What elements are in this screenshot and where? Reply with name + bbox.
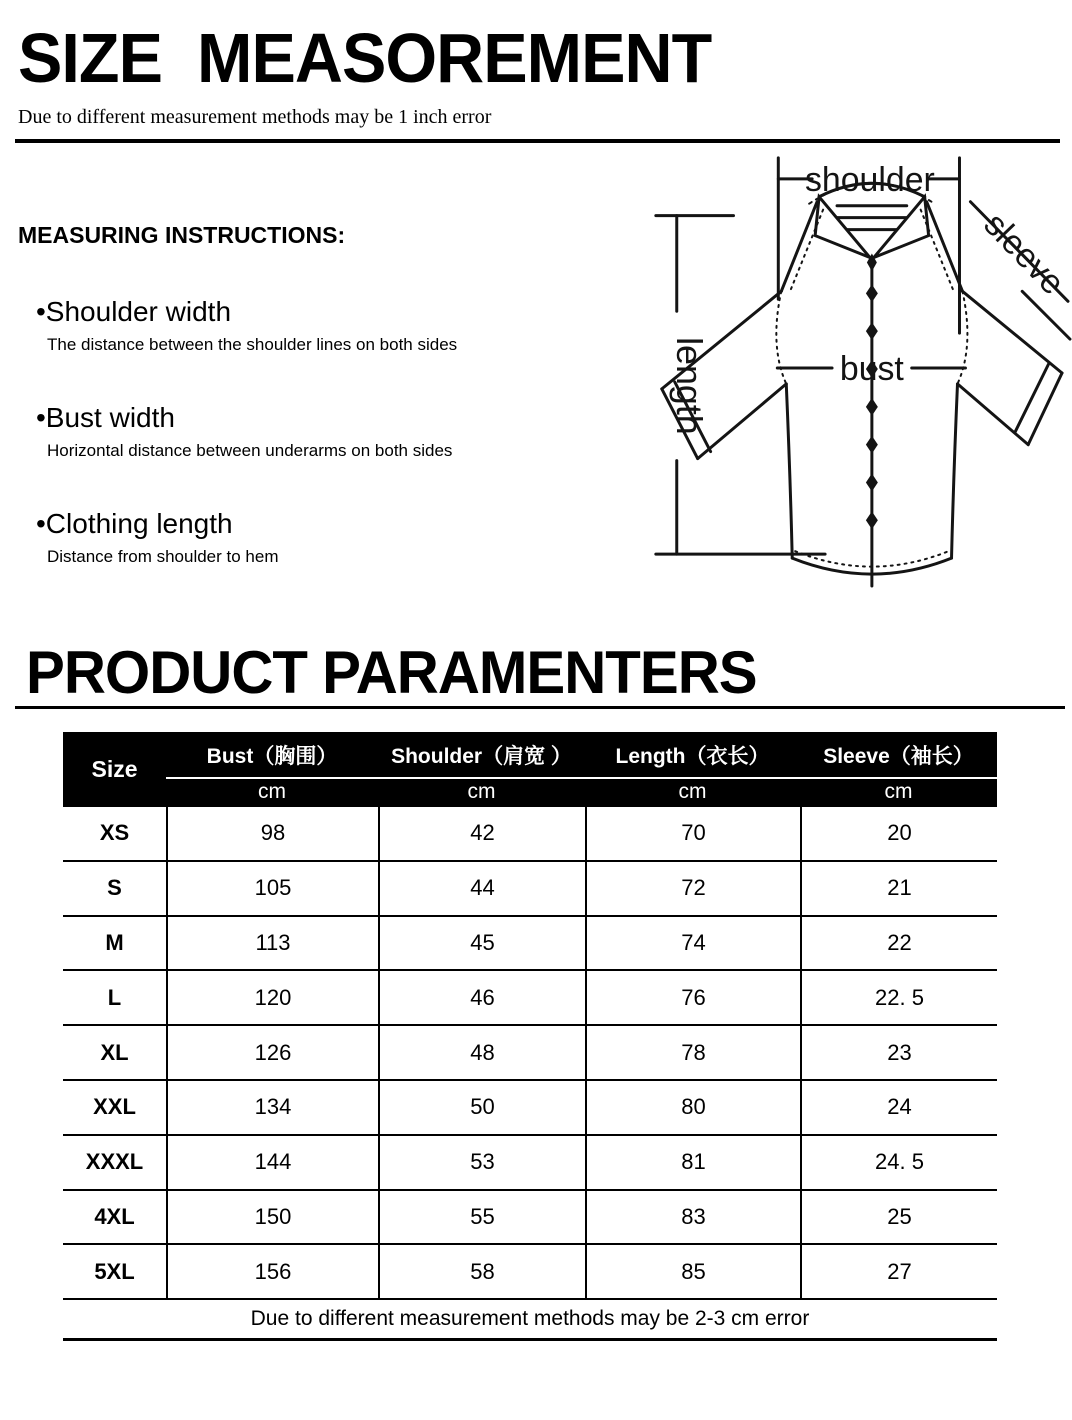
row-value: 85 [585, 1245, 800, 1298]
instruction-term: •Clothing length [36, 508, 233, 539]
row-value: 22 [800, 917, 997, 970]
row-value: 76 [585, 971, 800, 1024]
row-value: 53 [378, 1136, 585, 1189]
row-value: 105 [166, 862, 378, 915]
row-value: 98 [166, 807, 378, 860]
row-value: 72 [585, 862, 800, 915]
shirt-measurement-diagram [618, 142, 1072, 590]
column-header-length: Length（衣长） [615, 744, 770, 768]
instruction-term: •Bust width [36, 402, 175, 433]
row-size-label: XXL [93, 1094, 136, 1120]
row-size-label: XS [99, 820, 130, 846]
row-size-label: 5XL [94, 1258, 135, 1284]
row-value: 134 [166, 1081, 378, 1134]
table-footnote: Due to different measurement methods may be 2-3 cm error [63, 1300, 997, 1341]
length-label: length [668, 337, 709, 435]
row-value: 120 [166, 971, 378, 1024]
instruction-term: •Shoulder width [36, 296, 232, 327]
row-value: 74 [585, 917, 800, 970]
row-value: 22. 5 [800, 971, 997, 1024]
table-row [63, 917, 997, 972]
shoulder-label: shoulder [805, 160, 935, 199]
instruction-clothing-length [36, 508, 279, 567]
instruction-desc: Distance from shoulder to hem [47, 547, 279, 566]
page-title: SIZE MEASOREMENT [18, 19, 712, 97]
page-subtitle: Due to different measurement methods may be 1 inch error [18, 106, 492, 128]
instruction-shoulder-width [36, 296, 457, 355]
row-value: 48 [378, 1026, 585, 1079]
table-row [63, 1026, 997, 1081]
row-value: 23 [800, 1026, 997, 1079]
unit-cell: cm [884, 780, 913, 803]
row-value: 58 [378, 1245, 585, 1298]
table-row [63, 1245, 997, 1300]
row-value: 70 [585, 807, 800, 860]
table-row [63, 1081, 997, 1136]
row-size-label: L [107, 984, 122, 1010]
row-value: 25 [800, 1191, 997, 1244]
table-body [63, 807, 997, 1300]
table-header [63, 732, 997, 807]
row-size-label: XL [100, 1039, 129, 1065]
row-value: 156 [166, 1245, 378, 1298]
row-value: 55 [378, 1191, 585, 1244]
instruction-bust-width [36, 402, 452, 461]
row-value: 50 [378, 1081, 585, 1134]
table-row [63, 807, 997, 862]
column-header-bust: Bust（胸围） [206, 744, 338, 768]
table-row [63, 1136, 997, 1191]
size-table [63, 732, 997, 1341]
row-size-label: XXXL [85, 1149, 144, 1175]
parameters-title: PRODUCT PARAMENTERS [26, 639, 757, 706]
row-size-label: S [107, 875, 122, 901]
row-value: 45 [378, 917, 585, 970]
units-row [166, 779, 997, 805]
table-row [63, 971, 997, 1026]
column-labels-row [166, 732, 997, 777]
unit-cell: cm [678, 780, 707, 803]
instruction-desc: Horizontal distance between underarms on both sides [47, 441, 453, 460]
instructions-heading: MEASURING INSTRUCTIONS: [18, 222, 346, 248]
unit-cell: cm [467, 780, 496, 803]
parameters-divider [15, 706, 1065, 709]
row-value: 126 [166, 1026, 378, 1079]
column-header-shoulder: Shoulder（肩宽 ） [391, 744, 572, 768]
row-value: 113 [166, 917, 378, 970]
row-size-label: 4XL [94, 1203, 135, 1229]
row-value: 44 [378, 862, 585, 915]
table-row [63, 1191, 997, 1246]
row-value: 24. 5 [800, 1136, 997, 1189]
row-value: 144 [166, 1136, 378, 1189]
row-size-label: M [105, 929, 124, 955]
row-value: 46 [378, 971, 585, 1024]
row-value: 80 [585, 1081, 800, 1134]
row-value: 42 [378, 807, 585, 860]
sleeve-label: sleeve [976, 205, 1072, 303]
row-value: 27 [800, 1245, 997, 1298]
row-value: 21 [800, 862, 997, 915]
row-value: 78 [585, 1026, 800, 1079]
row-value: 150 [166, 1191, 378, 1244]
row-value: 20 [800, 807, 997, 860]
column-header-sleeve: Sleeve（袖长） [823, 744, 974, 768]
size-column-header: Size [91, 756, 138, 782]
unit-cell: cm [258, 780, 286, 803]
bust-label: bust [839, 349, 904, 388]
table-row [63, 862, 997, 917]
row-value: 24 [800, 1081, 997, 1134]
row-value: 83 [585, 1191, 800, 1244]
row-value: 81 [585, 1136, 800, 1189]
instruction-desc: The distance between the shoulder lines on both sides [47, 335, 458, 354]
